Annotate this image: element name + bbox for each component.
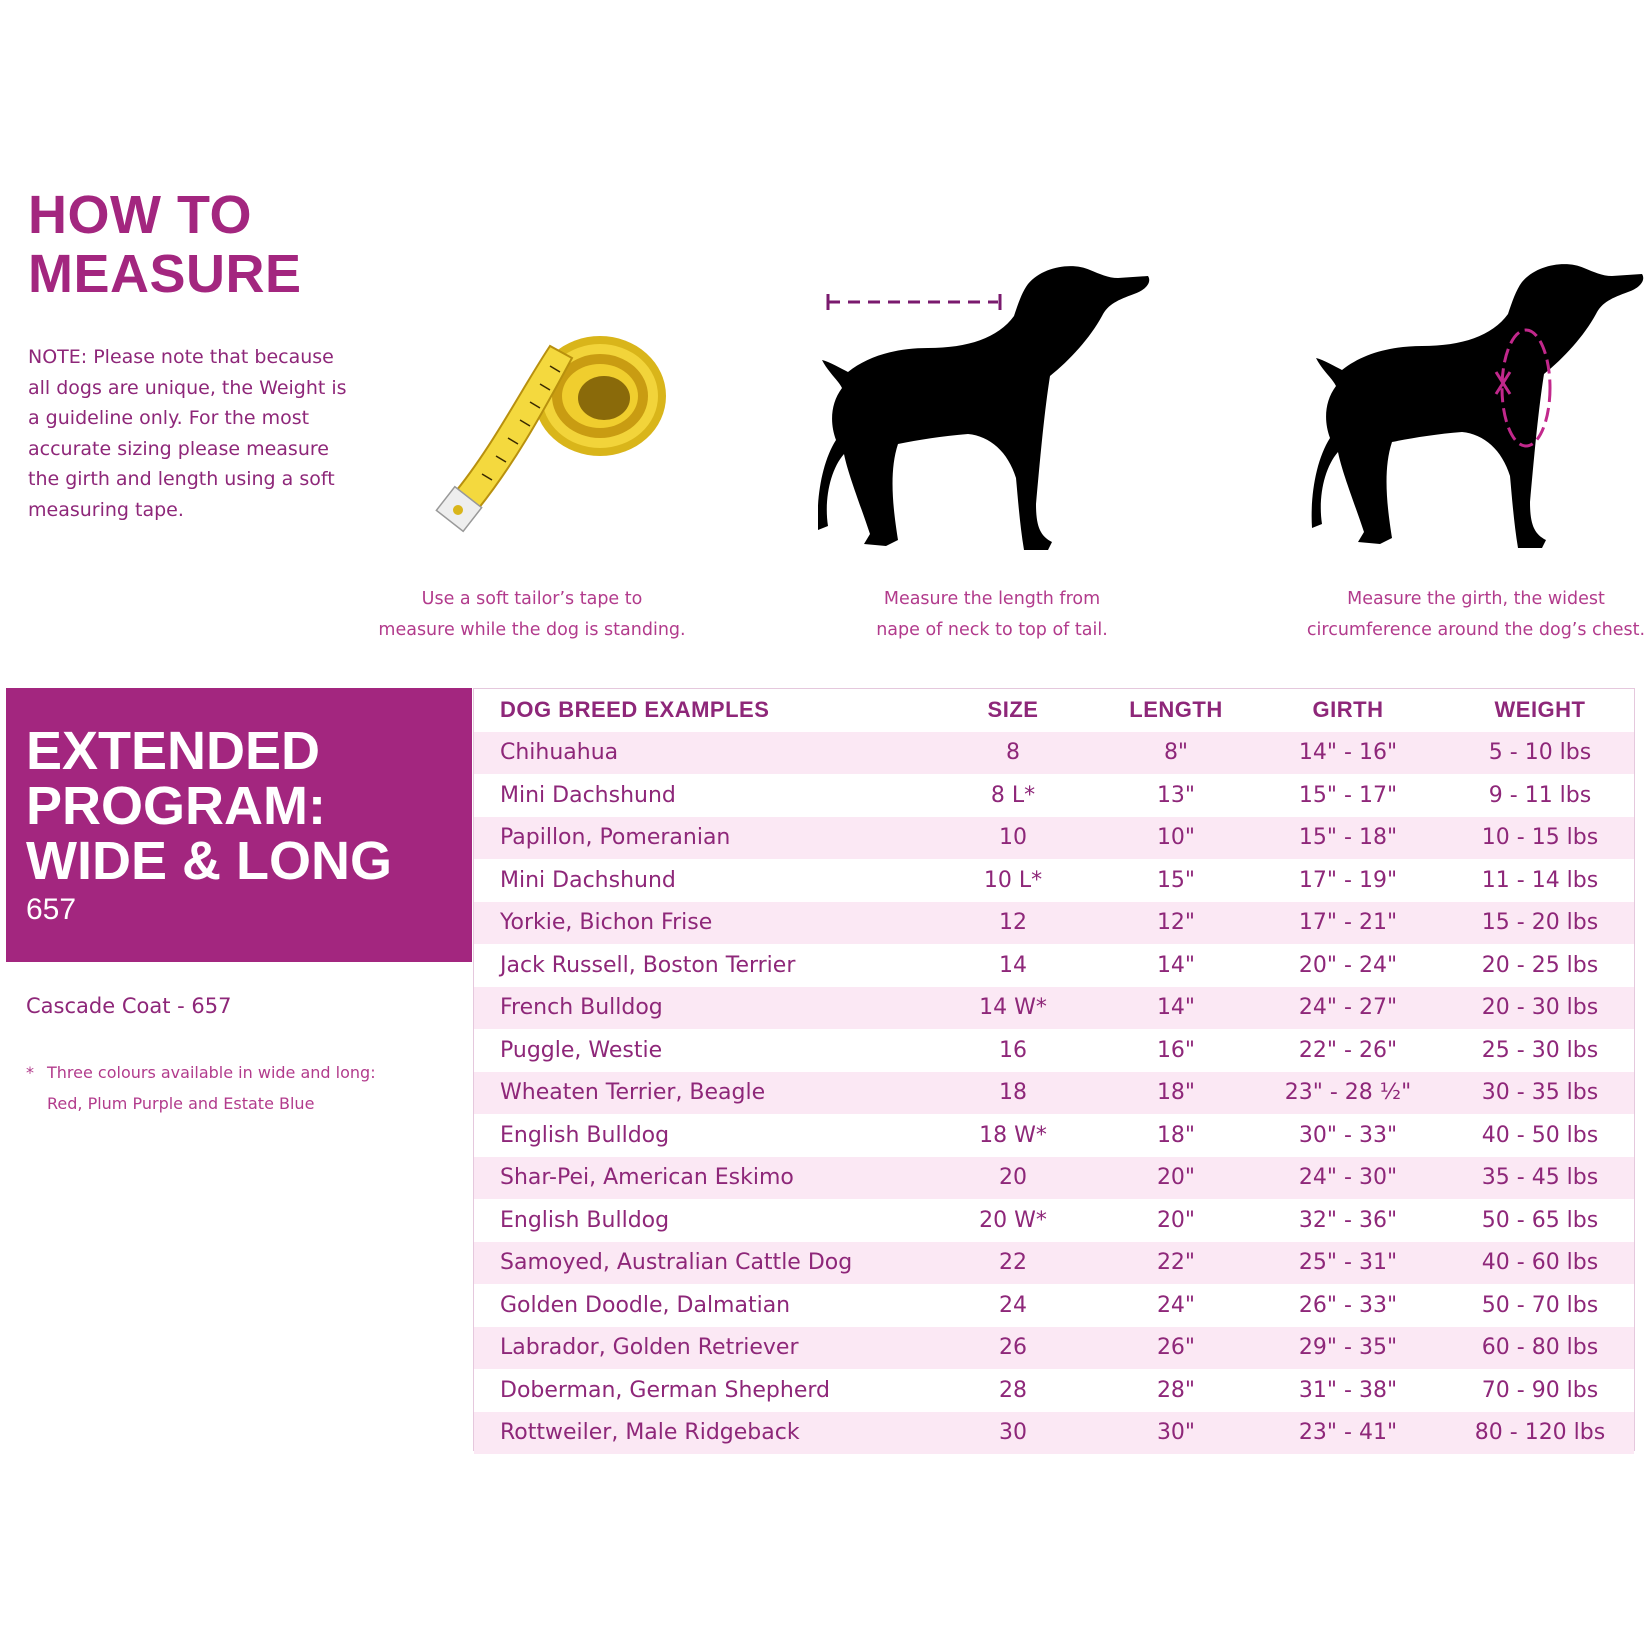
table-row	[474, 1412, 1634, 1455]
cell-size: 8	[1006, 740, 1020, 766]
colour-note	[26, 1058, 406, 1119]
how-to-measure-title	[28, 186, 388, 304]
dog-girth-silhouette-icon	[1308, 262, 1652, 562]
table-row	[474, 1242, 1634, 1285]
cell-size: 12	[999, 910, 1027, 936]
cell-size: 24	[999, 1292, 1027, 1318]
cell-girth: 30" - 33"	[1298, 1122, 1398, 1148]
cell-girth: 22" - 26"	[1298, 1037, 1398, 1063]
cell-length: 14"	[1156, 995, 1196, 1021]
header-size: SIZE	[987, 697, 1039, 723]
table-row	[474, 1157, 1634, 1200]
program-title-line: PROGRAM:	[26, 776, 326, 836]
cell-size: 18	[999, 1080, 1027, 1106]
cell-weight: 80 - 120 lbs	[1474, 1420, 1606, 1446]
table-row	[474, 1029, 1634, 1072]
cell-size: 14 W*	[979, 995, 1047, 1021]
cell-size: 18 W*	[979, 1122, 1047, 1148]
cell-weight: 9 - 11 lbs	[1488, 782, 1592, 808]
footnote-star: *	[26, 1063, 34, 1082]
cell-size: 14	[999, 952, 1027, 978]
cell-weight: 20 - 30 lbs	[1481, 995, 1599, 1021]
cell-breed: English Bulldog	[500, 1207, 670, 1233]
cell-breed: French Bulldog	[500, 995, 663, 1021]
cell-weight: 5 - 10 lbs	[1488, 740, 1592, 766]
cell-girth: 29" - 35"	[1298, 1335, 1398, 1361]
cell-length: 30"	[1156, 1420, 1196, 1446]
cell-breed: Wheaten Terrier, Beagle	[500, 1080, 766, 1106]
cell-length: 10"	[1156, 825, 1196, 851]
cell-length: 13"	[1156, 782, 1196, 808]
program-code: 657	[26, 893, 77, 926]
cell-size: 20	[999, 1165, 1027, 1191]
cell-breed: Golden Doodle, Dalmatian	[500, 1292, 791, 1318]
cell-breed: Papillon, Pomeranian	[500, 825, 731, 851]
cell-breed: Rottweiler, Male Ridgeback	[500, 1420, 800, 1446]
table-header-row	[474, 689, 1634, 732]
cell-breed: Yorkie, Bichon Frise	[500, 910, 713, 936]
table-row	[474, 1072, 1634, 1115]
cell-breed: English Bulldog	[500, 1122, 670, 1148]
cell-girth: 17" - 19"	[1298, 867, 1398, 893]
table-row	[474, 817, 1634, 860]
table-row	[474, 1284, 1634, 1327]
caption-line: measure while the dog is standing.	[378, 619, 686, 640]
cell-girth: 15" - 18"	[1298, 825, 1398, 851]
colour-note-line: Three colours available in wide and long:	[47, 1063, 376, 1082]
dog-length-silhouette-icon	[818, 264, 1158, 564]
table-row	[474, 944, 1634, 987]
header-weight: WEIGHT	[1494, 697, 1586, 723]
caption-line: Use a soft tailor’s tape to	[421, 589, 643, 609]
cell-girth: 15" - 17"	[1298, 782, 1398, 808]
header-breed: DOG BREED EXAMPLES	[500, 697, 770, 723]
table-row	[474, 902, 1634, 945]
header-length: LENGTH	[1129, 697, 1223, 723]
caption-line: nape of neck to top of tail.	[876, 619, 1108, 640]
cell-girth: 26" - 33"	[1298, 1292, 1398, 1318]
cell-weight: 25 - 30 lbs	[1481, 1037, 1599, 1063]
cell-size: 28	[999, 1377, 1027, 1403]
caption-tape	[372, 584, 692, 645]
table-row	[474, 1199, 1634, 1242]
cell-size: 16	[999, 1037, 1027, 1063]
table-row	[474, 774, 1634, 817]
cell-weight: 50 - 65 lbs	[1481, 1207, 1599, 1233]
cell-breed: Jack Russell, Boston Terrier	[500, 952, 796, 978]
title-line: HOW TO	[28, 185, 252, 245]
table-row	[474, 1114, 1634, 1157]
cell-weight: 70 - 90 lbs	[1481, 1377, 1599, 1403]
cell-length: 20"	[1156, 1165, 1196, 1191]
caption-length	[842, 584, 1142, 645]
cell-girth: 25" - 31"	[1298, 1250, 1398, 1276]
cell-breed: Shar-Pei, American Eskimo	[500, 1165, 794, 1191]
caption-girth	[1300, 584, 1652, 645]
program-title-line: EXTENDED	[26, 721, 321, 781]
cell-girth: 24" - 30"	[1298, 1165, 1398, 1191]
cell-weight: 15 - 20 lbs	[1481, 910, 1599, 936]
cell-size: 20 W*	[979, 1207, 1047, 1233]
cell-size: 26	[999, 1335, 1027, 1361]
coat-label: Cascade Coat - 657	[26, 994, 232, 1018]
header-girth: GIRTH	[1312, 697, 1384, 723]
cell-girth: 20" - 24"	[1298, 952, 1398, 978]
cell-girth: 32" - 36"	[1298, 1207, 1398, 1233]
cell-weight: 40 - 50 lbs	[1481, 1122, 1599, 1148]
cell-length: 20"	[1156, 1207, 1196, 1233]
cell-girth: 31" - 38"	[1298, 1377, 1398, 1403]
cell-girth: 23" - 41"	[1298, 1420, 1398, 1446]
table-row	[474, 987, 1634, 1030]
program-title-line: WIDE & LONG	[26, 831, 392, 891]
cell-length: 18"	[1156, 1080, 1196, 1106]
cell-girth: 24" - 27"	[1298, 995, 1398, 1021]
cell-length: 18"	[1156, 1122, 1196, 1148]
caption-line: Measure the girth, the widest	[1347, 589, 1605, 609]
cell-breed: Labrador, Golden Retriever	[500, 1335, 799, 1361]
table-row	[474, 1327, 1634, 1370]
cell-size: 30	[999, 1420, 1027, 1446]
cell-length: 8"	[1163, 740, 1189, 766]
cell-girth: 23" - 28 ½"	[1284, 1080, 1412, 1106]
cell-size: 8 L*	[990, 782, 1036, 808]
cell-length: 16"	[1156, 1037, 1196, 1063]
cell-breed: Puggle, Westie	[500, 1037, 663, 1063]
cell-weight: 50 - 70 lbs	[1481, 1292, 1599, 1318]
cell-breed: Mini Dachshund	[500, 867, 676, 893]
table-row	[474, 732, 1634, 775]
table-row	[474, 1369, 1634, 1412]
cell-length: 14"	[1156, 952, 1196, 978]
weight-note: NOTE: Please note that because all dogs are unique, the Weight is a guideline only. For the most accurate sizing please measure the girth and length using a soft measuring tape.	[28, 346, 347, 521]
cell-length: 28"	[1156, 1377, 1196, 1403]
cell-size: 22	[999, 1250, 1027, 1276]
title-line: MEASURE	[28, 244, 302, 304]
measuring-tape-icon	[432, 318, 682, 548]
cell-weight: 30 - 35 lbs	[1481, 1080, 1599, 1106]
cell-weight: 60 - 80 lbs	[1481, 1335, 1599, 1361]
colour-note-line: Red, Plum Purple and Estate Blue	[47, 1093, 315, 1113]
table-row	[474, 859, 1634, 902]
size-table	[473, 688, 1635, 1451]
cell-weight: 11 - 14 lbs	[1481, 867, 1599, 893]
caption-line: circumference around the dog’s chest.	[1306, 619, 1646, 640]
cell-breed: Doberman, German Shepherd	[500, 1377, 830, 1403]
cell-size: 10 L*	[983, 867, 1043, 893]
cell-breed: Chihuahua	[500, 740, 619, 766]
cell-girth: 14" - 16"	[1298, 740, 1398, 766]
program-title	[26, 721, 466, 891]
cell-length: 22"	[1156, 1250, 1196, 1276]
cell-weight: 40 - 60 lbs	[1481, 1250, 1599, 1276]
cell-length: 15"	[1156, 867, 1196, 893]
cell-weight: 35 - 45 lbs	[1481, 1165, 1599, 1191]
cell-weight: 10 - 15 lbs	[1481, 825, 1599, 851]
cell-size: 10	[999, 825, 1027, 851]
cell-length: 26"	[1156, 1335, 1196, 1361]
cell-length: 24"	[1156, 1292, 1196, 1318]
cell-length: 12"	[1156, 910, 1196, 936]
cell-girth: 17" - 21"	[1298, 910, 1398, 936]
caption-line: Measure the length from	[883, 589, 1101, 609]
cell-weight: 20 - 25 lbs	[1481, 952, 1599, 978]
cell-breed: Samoyed, Australian Cattle Dog	[500, 1250, 853, 1276]
cell-breed: Mini Dachshund	[500, 782, 676, 808]
